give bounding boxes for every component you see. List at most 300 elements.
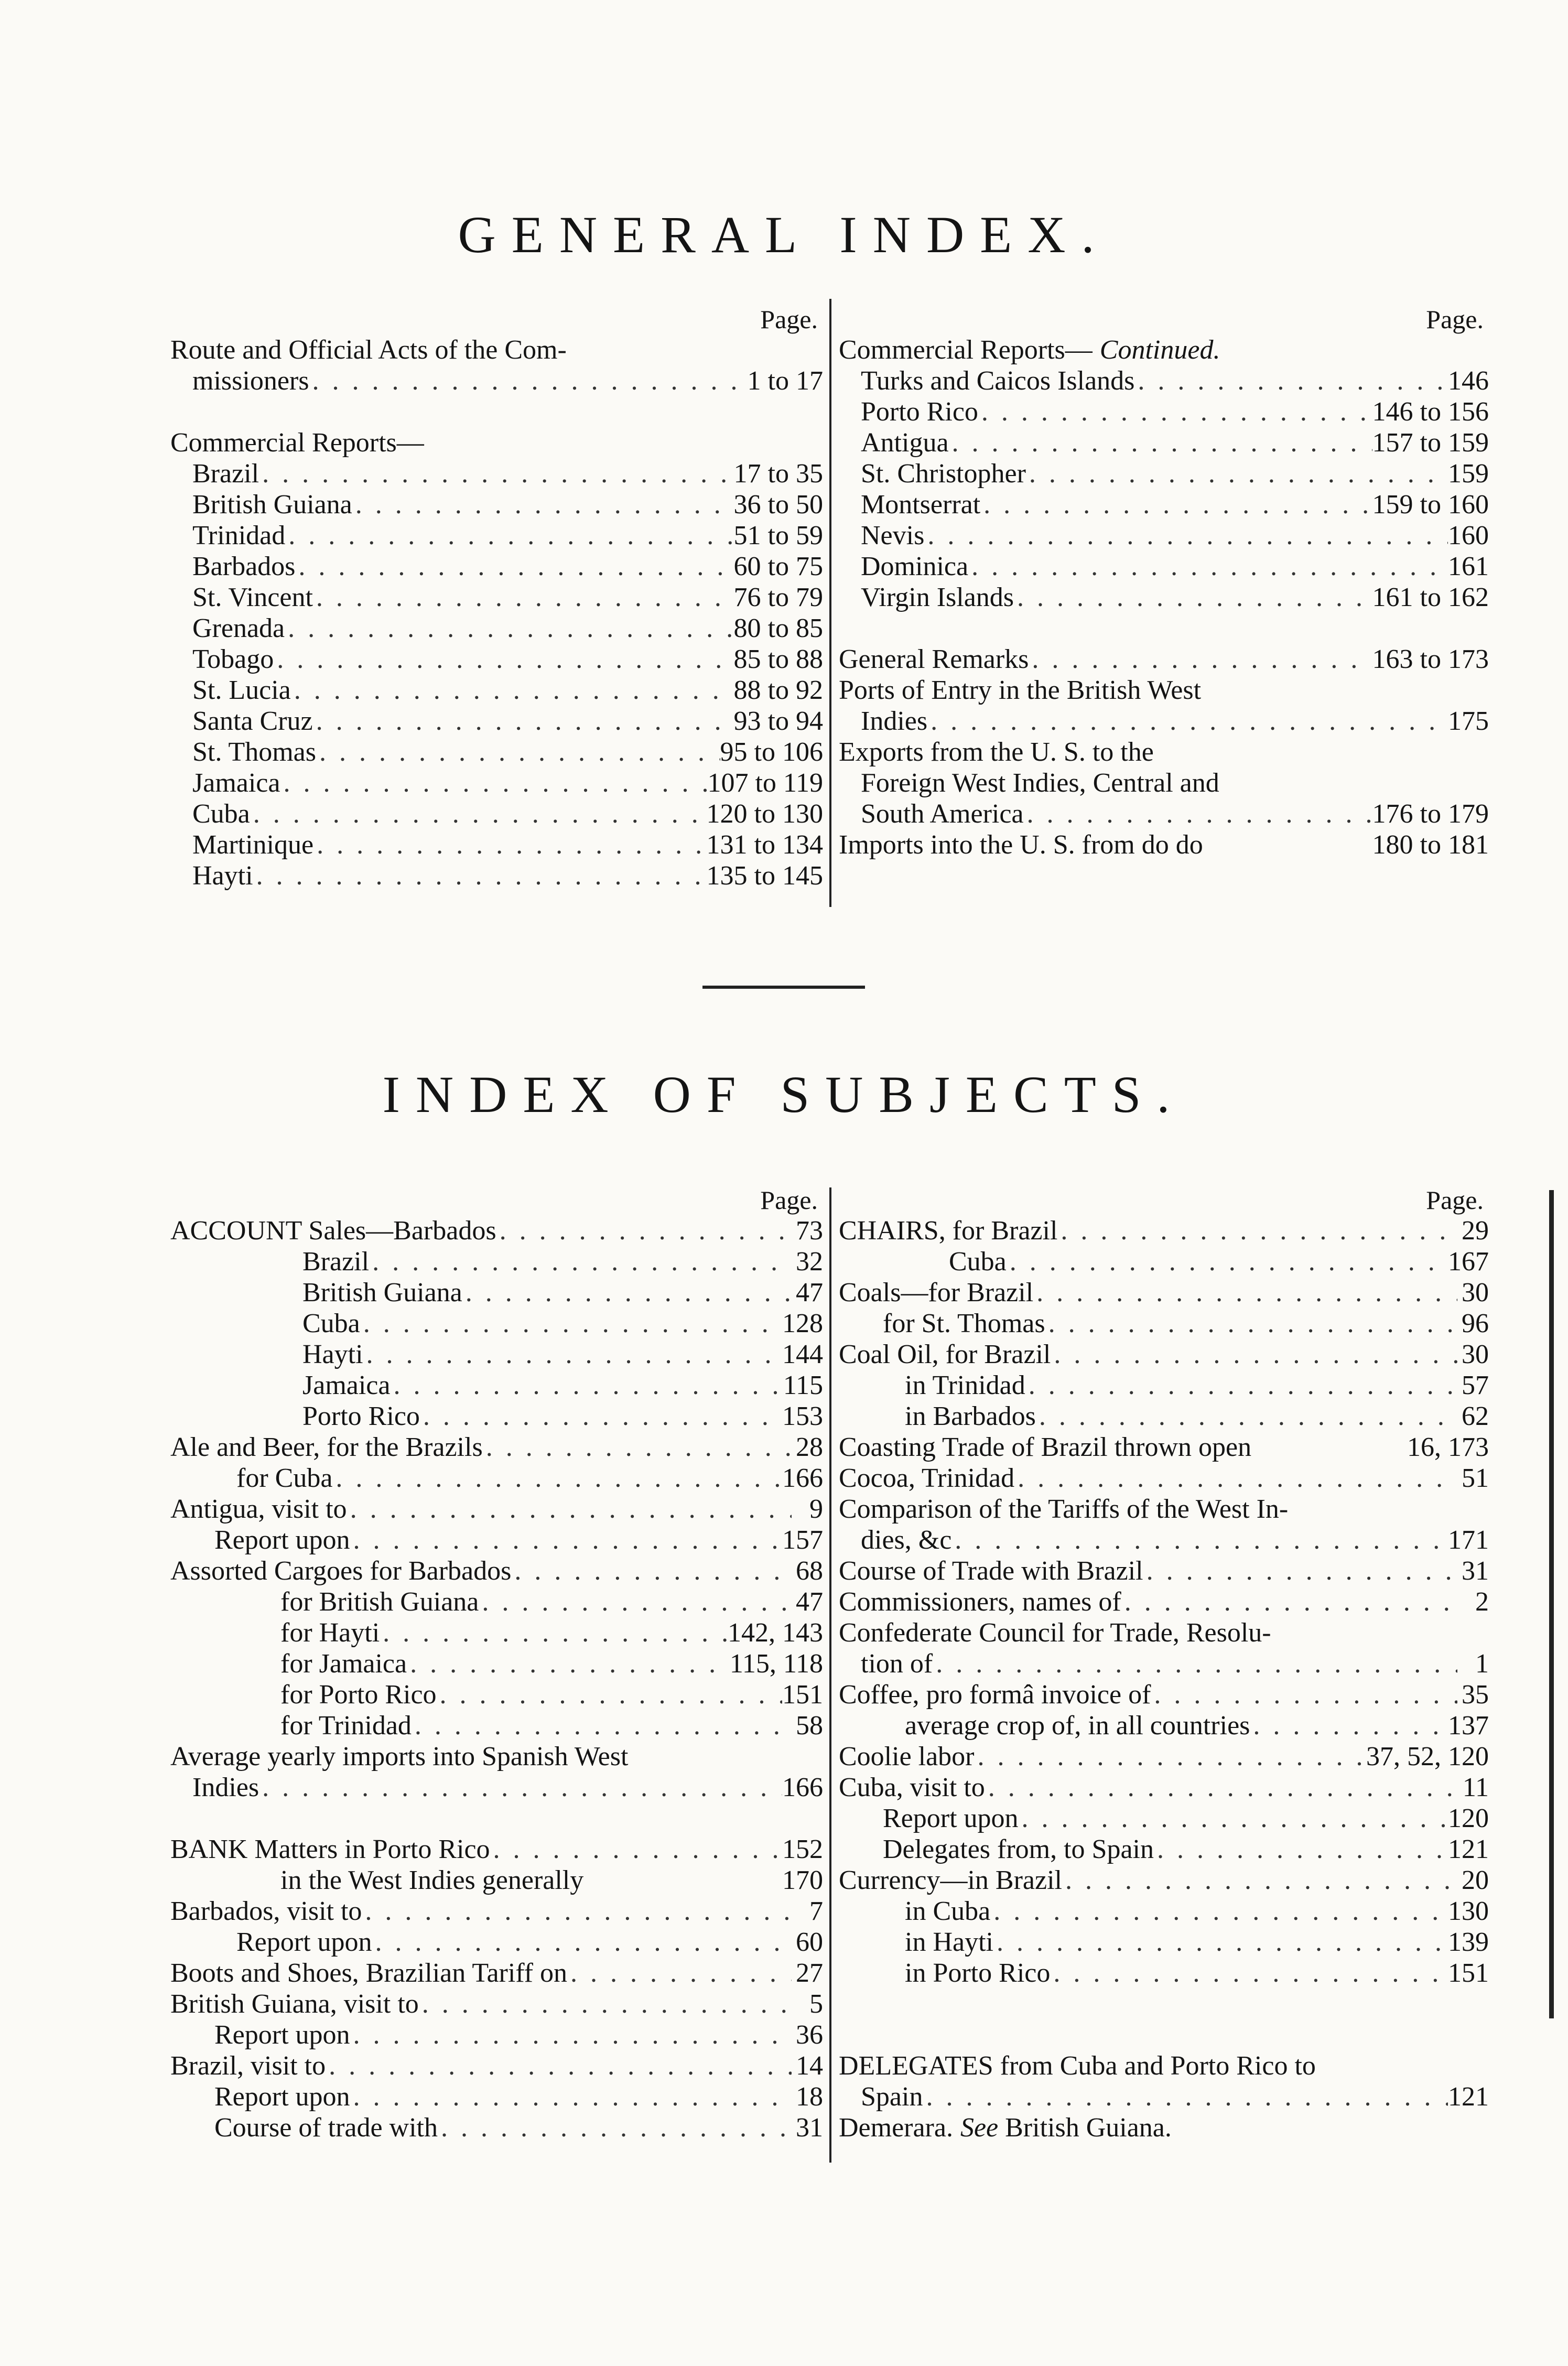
index-entry xyxy=(839,706,1489,737)
entry-label xyxy=(170,1494,347,1525)
dot-leader xyxy=(1026,458,1448,489)
dot-leader xyxy=(390,1370,783,1401)
index-entry xyxy=(170,675,823,706)
spacer xyxy=(170,396,823,427)
index-entry xyxy=(839,458,1489,489)
entry-label-text: South America xyxy=(861,799,1024,829)
dot-leader xyxy=(496,1215,792,1246)
dot-leader xyxy=(1024,798,1372,829)
entry-label xyxy=(192,706,313,737)
index-entry xyxy=(839,1927,1489,1958)
index-entry xyxy=(839,1617,1489,1648)
entry-page: 1 xyxy=(1475,1649,1489,1679)
index-entry xyxy=(170,458,823,489)
index-entry xyxy=(839,737,1489,768)
spacer xyxy=(839,1989,1489,2019)
entry-label xyxy=(192,768,280,798)
index-entry xyxy=(839,1339,1489,1370)
entry-label-text: Spain xyxy=(861,2082,923,2112)
dot-leader xyxy=(462,1277,792,1308)
dot-leader xyxy=(350,1525,782,1555)
entry-label xyxy=(861,520,924,551)
dot-leader xyxy=(316,737,720,768)
entry-page: 142, 143 xyxy=(728,1618,823,1648)
index-entry xyxy=(839,551,1489,582)
entry-label-text: Coffee, pro formâ invoice of xyxy=(839,1680,1151,1710)
index-entry xyxy=(170,737,823,768)
entry-label xyxy=(192,520,285,551)
entry-label xyxy=(839,1494,1288,1525)
entry-label-text: British Guiana xyxy=(192,490,352,520)
entry-label-text: Report upon xyxy=(214,1525,350,1555)
entry-page: 30 xyxy=(1462,1339,1489,1369)
index-entry xyxy=(170,1710,823,1741)
dot-leader xyxy=(1062,1865,1457,1896)
entry-label xyxy=(302,1370,390,1401)
entry-page: 175 xyxy=(1448,706,1489,736)
entry-label-text: Antigua, visit to xyxy=(170,1494,347,1524)
index-entry xyxy=(839,582,1489,613)
entry-page: 14 xyxy=(796,2051,823,2081)
dot-leader xyxy=(1154,1834,1448,1865)
entry-label xyxy=(861,1648,933,1679)
spacer xyxy=(839,613,1489,644)
entry-label-text: for British Guiana xyxy=(280,1587,479,1617)
index-entry xyxy=(170,1896,823,1927)
entry-label xyxy=(280,1679,437,1710)
index-entry xyxy=(839,1772,1489,1803)
entry-label xyxy=(302,1401,420,1432)
dot-leader xyxy=(975,1741,1366,1772)
entry-label xyxy=(839,1277,1033,1308)
dot-leader xyxy=(259,1772,782,1803)
dot-leader xyxy=(1143,1555,1457,1586)
entry-label-text: Commercial Reports— xyxy=(839,335,1093,365)
index-entry xyxy=(839,1834,1489,1865)
dot-leader xyxy=(1019,1803,1448,1834)
entry-page: 96 xyxy=(1462,1309,1489,1338)
index-entry xyxy=(839,1525,1489,1555)
index-entry xyxy=(839,1741,1489,1772)
subjects-column-rule xyxy=(829,1187,831,2163)
entry-label xyxy=(170,334,567,365)
dot-leader xyxy=(352,489,734,520)
entry-label-text: British Guiana, visit to xyxy=(170,1989,419,2019)
index-entry xyxy=(839,1246,1489,1277)
dot-leader xyxy=(380,1617,728,1648)
entry-label xyxy=(839,675,1201,706)
index-entry xyxy=(170,1525,823,1555)
entry-page: 73 xyxy=(796,1216,823,1246)
entry-label-text: missioners xyxy=(192,366,309,396)
entry-page: 7 xyxy=(809,1896,823,1926)
dot-leader xyxy=(483,1432,792,1463)
entry-label-text: in Porto Rico xyxy=(905,1958,1051,1988)
entry-page: 137 xyxy=(1448,1711,1489,1741)
dot-leader xyxy=(250,798,707,829)
entry-label-text: Coals—for Brazil xyxy=(839,1278,1034,1308)
entry-label xyxy=(861,396,978,427)
entry-label-text: Indies xyxy=(192,1773,259,1802)
entry-label xyxy=(170,1958,567,1989)
entry-label-text: Foreign West Indies, Central and xyxy=(861,768,1219,798)
index-entry xyxy=(170,1463,823,1494)
entry-label-text: for St. Thomas xyxy=(883,1309,1045,1338)
entry-label xyxy=(280,1865,583,1896)
entry-label xyxy=(905,1401,1036,1432)
index-entry xyxy=(170,334,823,365)
entry-label-text: Delegates from, to Spain xyxy=(883,1834,1154,1864)
page-column-label: Page. xyxy=(1426,1185,1484,1215)
index-entry xyxy=(170,1834,823,1865)
entry-label xyxy=(280,1617,380,1648)
entry-label xyxy=(170,1896,362,1927)
dot-leader xyxy=(1250,1710,1448,1741)
dot-leader xyxy=(360,1308,782,1339)
index-entry xyxy=(839,427,1489,458)
entry-label xyxy=(861,365,1134,396)
dot-leader xyxy=(313,582,734,613)
entry-label xyxy=(861,1525,951,1555)
entry-label xyxy=(839,1339,1051,1370)
dot-leader xyxy=(253,860,707,891)
entry-page: 57 xyxy=(1462,1370,1489,1400)
entry-page: 51 to 59 xyxy=(733,521,823,550)
entry-label-text: in Hayti xyxy=(905,1927,993,1957)
general-index-title: GENERAL INDEX. xyxy=(458,206,1110,264)
index-entry xyxy=(170,1989,823,2019)
index-entry xyxy=(170,798,823,829)
dot-leader xyxy=(347,1494,792,1525)
entry-page: 30 xyxy=(1462,1278,1489,1308)
margin-bar xyxy=(1549,1190,1554,2018)
entry-page: 167 xyxy=(1448,1247,1489,1277)
index-entry xyxy=(839,1865,1489,1896)
entry-label-text: Dominica xyxy=(861,552,969,581)
dot-leader xyxy=(313,829,706,860)
entry-label xyxy=(170,1989,419,2019)
entry-label xyxy=(839,1586,1121,1617)
index-entry xyxy=(170,582,823,613)
entry-label xyxy=(302,1339,363,1370)
entry-label xyxy=(302,1308,360,1339)
entry-label xyxy=(192,613,285,644)
entry-label xyxy=(192,1772,259,1803)
entry-page: 159 to 160 xyxy=(1372,490,1489,520)
entry-page: 47 xyxy=(796,1278,823,1308)
index-entry xyxy=(170,365,823,396)
dot-leader xyxy=(567,1958,792,1989)
dot-leader xyxy=(1025,1370,1457,1401)
entry-label xyxy=(861,427,949,458)
entry-page: 157 to 159 xyxy=(1372,428,1489,458)
entry-label-text: Hayti xyxy=(302,1339,363,1369)
entry-page: 68 xyxy=(796,1556,823,1586)
index-entry xyxy=(839,1710,1489,1741)
entry-label xyxy=(236,1927,372,1958)
entry-label xyxy=(839,1215,1057,1246)
entry-label-text: for Trinidad xyxy=(280,1711,412,1741)
entry-page: 16, 173 xyxy=(1407,1432,1489,1462)
entry-label-text: in Barbados xyxy=(905,1401,1036,1431)
entry-label-text: Montserrat xyxy=(861,490,981,520)
dot-leader xyxy=(923,2081,1448,2112)
entry-page: 60 to 75 xyxy=(733,552,823,581)
index-entry xyxy=(170,1617,823,1648)
entry-page: 95 to 106 xyxy=(720,737,823,767)
entry-label-text: in Trinidad xyxy=(905,1370,1025,1400)
index-entry xyxy=(170,613,823,644)
entry-page: 37, 52, 120 xyxy=(1366,1742,1489,1771)
index-entry xyxy=(170,1494,823,1525)
entry-label-text: Cuba xyxy=(192,799,250,829)
entry-label xyxy=(170,1215,496,1246)
index-entry xyxy=(839,644,1489,675)
entry-label xyxy=(214,2112,438,2143)
entry-label-text: Boots and Shoes, Brazilian Tariff on xyxy=(170,1958,567,1988)
subjects-right-column xyxy=(839,1185,1489,2143)
dot-leader xyxy=(511,1555,792,1586)
entry-page: 20 xyxy=(1462,1865,1489,1895)
entry-label-text: Comparison of the Tariffs of the West In- xyxy=(839,1494,1289,1524)
entry-page: 51 xyxy=(1462,1463,1489,1493)
index-entry xyxy=(170,2019,823,2050)
dot-leader xyxy=(980,489,1372,520)
index-entry xyxy=(839,1803,1489,1834)
index-entry xyxy=(170,520,823,551)
subjects-left-column xyxy=(170,1185,823,2143)
dot-leader xyxy=(1050,1958,1448,1989)
entry-label xyxy=(170,1555,511,1586)
entry-label-italic: Continued. xyxy=(1099,335,1220,365)
index-entry xyxy=(170,1432,823,1463)
entry-label xyxy=(905,1896,990,1927)
entry-label xyxy=(839,1865,1062,1896)
entry-label-text: Currency—in Brazil xyxy=(839,1865,1062,1895)
entry-label-text: Average yearly imports into Spanish West xyxy=(170,1742,629,1771)
entry-label-text: Report upon xyxy=(214,2020,350,2050)
dot-leader xyxy=(274,644,733,675)
dot-leader xyxy=(372,1927,792,1958)
entry-label xyxy=(192,458,259,489)
index-entry xyxy=(839,1277,1489,1308)
index-entry xyxy=(170,2112,823,2143)
index-entry xyxy=(839,1401,1489,1432)
entry-label-text: Trinidad xyxy=(192,521,286,550)
entry-label xyxy=(192,489,352,520)
dot-leader xyxy=(951,1525,1448,1555)
index-entry xyxy=(839,2050,1489,2081)
entry-label xyxy=(280,1710,412,1741)
entry-label xyxy=(949,1246,1007,1277)
entry-page: 9 xyxy=(809,1494,823,1524)
dot-leader xyxy=(1045,1308,1457,1339)
section-divider xyxy=(702,986,865,989)
entry-label xyxy=(861,706,927,737)
entry-page: 93 to 94 xyxy=(733,706,823,736)
dot-leader xyxy=(1151,1679,1457,1710)
entry-label-text: Antigua xyxy=(861,428,949,458)
entry-label-text: in the West Indies generally xyxy=(280,1865,584,1895)
index-entry xyxy=(170,1772,823,1803)
entry-label-text: Route and Official Acts of the Com- xyxy=(170,335,567,365)
general-index-column-rule xyxy=(829,299,831,907)
entry-label-text: Ports of Entry in the British West xyxy=(839,675,1202,705)
dot-leader xyxy=(412,1710,792,1741)
entry-page: 85 to 88 xyxy=(733,644,823,674)
entry-page: 36 to 50 xyxy=(733,490,823,520)
entry-page: 17 to 35 xyxy=(733,459,823,489)
index-entry xyxy=(839,396,1489,427)
entry-label-text: British Guiana xyxy=(302,1278,462,1308)
entry-label-text: Course of Trade with Brazil xyxy=(839,1556,1143,1586)
index-entry xyxy=(170,860,823,891)
entry-label-text: Cuba xyxy=(302,1309,360,1338)
entry-label-text: Demerara. xyxy=(839,2113,953,2143)
entry-label-text: Cuba, visit to xyxy=(839,1773,985,1802)
entry-page: 36 xyxy=(796,2020,823,2050)
dot-leader xyxy=(326,2050,792,2081)
index-entry xyxy=(170,1246,823,1277)
dot-leader xyxy=(968,551,1448,582)
entry-page: 76 to 79 xyxy=(733,582,823,612)
index-entry xyxy=(839,768,1489,798)
entry-label-text: Grenada xyxy=(192,613,285,643)
dot-leader xyxy=(309,365,747,396)
entry-label xyxy=(214,2081,350,2112)
entry-label-text: Porto Rico xyxy=(302,1401,420,1431)
index-entry xyxy=(170,427,823,458)
index-entry xyxy=(170,1679,823,1710)
index-entry xyxy=(839,1958,1489,1989)
entry-label xyxy=(192,737,316,768)
entry-page: 159 xyxy=(1448,459,1489,489)
dot-leader xyxy=(1036,1401,1457,1432)
entry-label xyxy=(302,1246,369,1277)
index-entry xyxy=(839,365,1489,396)
entry-page: 176 to 179 xyxy=(1372,799,1489,829)
dot-leader xyxy=(949,427,1372,458)
entry-label-text: ACCOUNT Sales—Barbados xyxy=(170,1216,496,1246)
entry-label-text: Nevis xyxy=(861,521,925,550)
entry-label-text: Santa Cruz xyxy=(192,706,313,736)
entry-label-text: Jamaica xyxy=(302,1370,391,1400)
index-entry xyxy=(839,2112,1489,2143)
dot-leader xyxy=(437,1679,782,1710)
entry-label xyxy=(839,644,1029,675)
entry-label-text: Commissioners, names of xyxy=(839,1587,1121,1617)
entry-label-text: Brazil, visit to xyxy=(170,2051,326,2081)
entry-label xyxy=(861,489,980,520)
dot-leader xyxy=(985,1772,1457,1803)
dot-leader xyxy=(1121,1586,1457,1617)
spacer xyxy=(170,1803,823,1834)
dot-leader xyxy=(927,706,1448,737)
index-of-subjects-title: INDEX OF SUBJECTS. xyxy=(382,1065,1186,1123)
dot-leader xyxy=(924,520,1448,551)
entry-page: 58 xyxy=(796,1711,823,1741)
entry-page: 144 xyxy=(782,1339,823,1369)
entry-label xyxy=(839,1617,1271,1648)
entry-label xyxy=(839,1463,1014,1494)
entry-label-text: for Porto Rico xyxy=(280,1680,437,1710)
entry-label-text: DELEGATES from Cuba and Porto Rico to xyxy=(839,2051,1316,2081)
entry-label-text: Hayti xyxy=(192,861,253,891)
entry-label-text: Porto Rico xyxy=(861,397,978,427)
dot-leader xyxy=(363,1339,782,1370)
entry-page: 151 xyxy=(1448,1958,1489,1988)
entry-page: 161 xyxy=(1448,552,1489,581)
entry-page: 28 xyxy=(796,1432,823,1462)
entry-label xyxy=(280,1648,407,1679)
entry-page: 128 xyxy=(782,1309,823,1338)
entry-label-text: St. Lucia xyxy=(192,675,291,705)
index-entry xyxy=(839,1586,1489,1617)
entry-label xyxy=(839,2112,1172,2143)
entry-page: 107 to 119 xyxy=(707,768,823,798)
entry-label xyxy=(192,365,309,396)
entry-page: 115, 118 xyxy=(729,1649,823,1679)
index-entry xyxy=(170,2050,823,2081)
entry-label-text: Brazil xyxy=(192,459,259,489)
entry-page: 31 xyxy=(1462,1556,1489,1586)
index-entry xyxy=(839,520,1489,551)
entry-label xyxy=(905,1958,1050,1989)
entry-page: 170 xyxy=(782,1865,823,1895)
entry-label xyxy=(839,334,1220,365)
index-entry xyxy=(170,489,823,520)
entry-label-text: Cocoa, Trinidad xyxy=(839,1463,1015,1493)
index-entry xyxy=(170,1308,823,1339)
entry-page: 160 xyxy=(1448,521,1489,550)
page-column-label: Page. xyxy=(760,305,818,334)
entry-label-text: Commercial Reports— xyxy=(170,428,424,458)
entry-label xyxy=(839,1555,1143,1586)
dot-leader xyxy=(259,458,733,489)
entry-label-text: Report upon xyxy=(883,1803,1019,1833)
dot-leader xyxy=(1014,582,1372,613)
entry-label-text: General Remarks xyxy=(839,644,1029,674)
entry-page: 146 to 156 xyxy=(1372,397,1489,427)
entry-page: 27 xyxy=(796,1958,823,1988)
entry-label xyxy=(214,2019,350,2050)
entry-label-text: St. Christopher xyxy=(861,459,1026,489)
dot-leader xyxy=(438,2112,792,2143)
entry-label xyxy=(839,737,1154,768)
dot-leader xyxy=(407,1648,730,1679)
entry-label-text: Report upon xyxy=(236,1927,372,1957)
dot-leader xyxy=(978,396,1372,427)
entry-label-text: Imports into the U. S. from do do xyxy=(839,830,1203,860)
entry-label xyxy=(861,798,1024,829)
index-entry xyxy=(170,551,823,582)
entry-label xyxy=(883,1803,1019,1834)
dot-leader xyxy=(280,768,707,798)
entry-label xyxy=(192,551,295,582)
entry-label xyxy=(302,1277,462,1308)
index-entry xyxy=(839,334,1489,365)
entry-label-text: Tobago xyxy=(192,644,274,674)
entry-label-text: CHAIRS, for Brazil xyxy=(839,1216,1058,1246)
index-entry xyxy=(170,1586,823,1617)
index-entry xyxy=(839,1370,1489,1401)
entry-label xyxy=(839,1772,985,1803)
entry-label xyxy=(170,1834,490,1865)
index-entry xyxy=(170,1339,823,1370)
entry-page: 153 xyxy=(782,1401,823,1431)
entry-page: 131 to 134 xyxy=(706,830,823,860)
entry-page: 130 xyxy=(1448,1896,1489,1926)
